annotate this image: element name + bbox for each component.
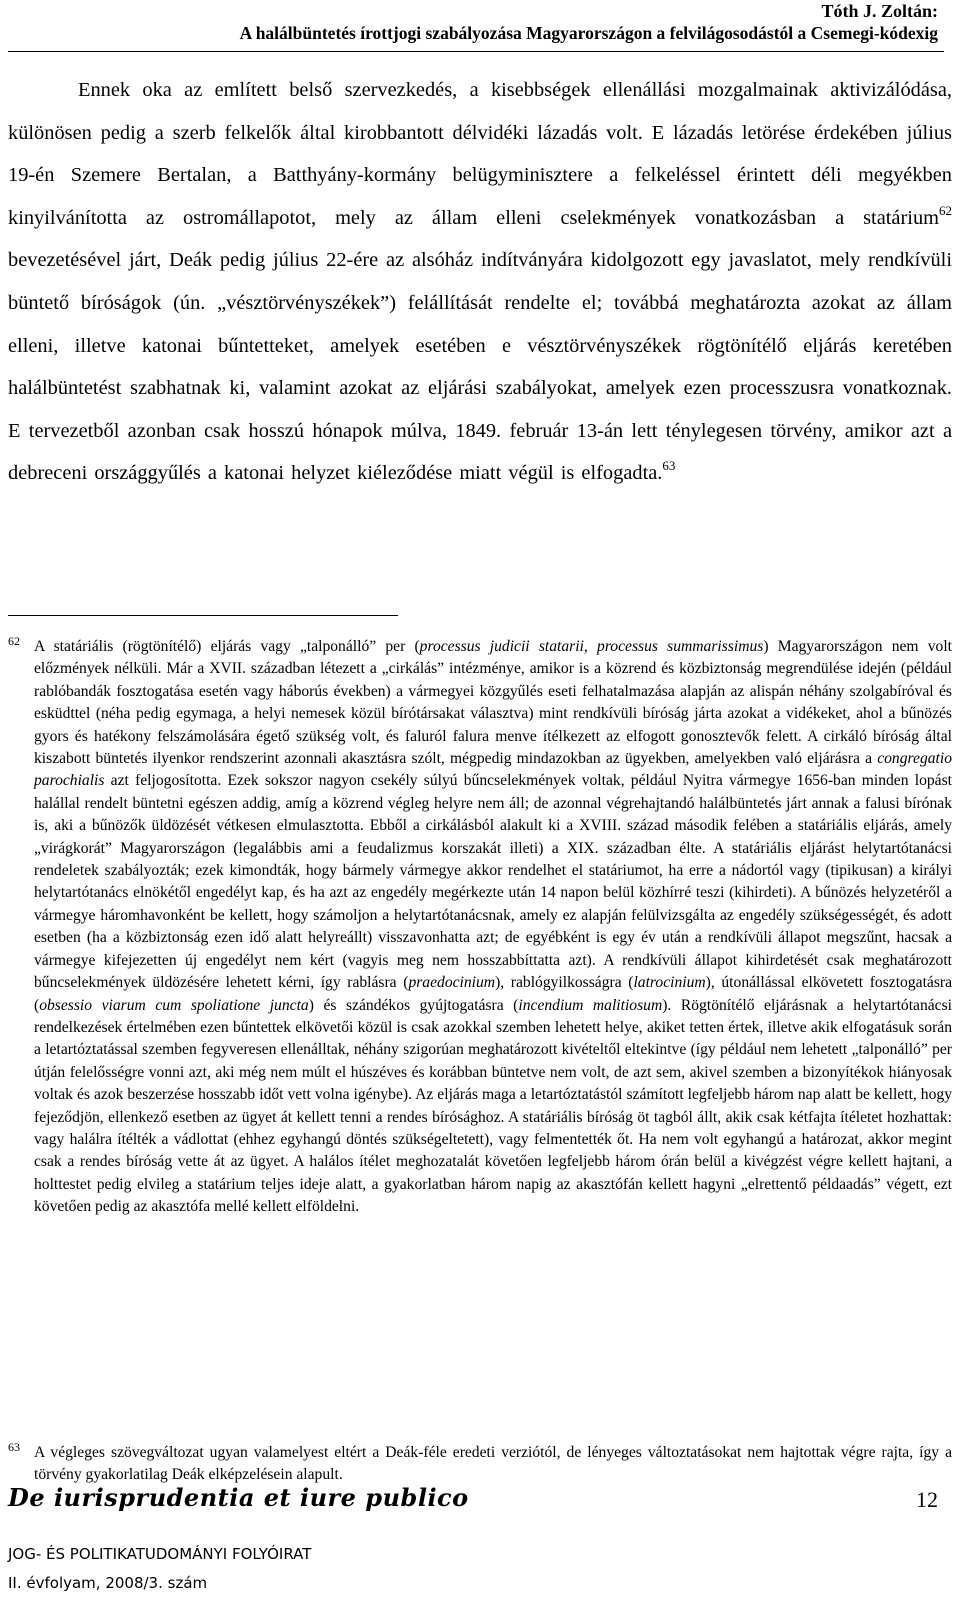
fn62-latin-term-2: processus summarissimus	[597, 638, 764, 655]
fn62-text-g: azt feljogosította. Ezek sokszor nagyon csekély súlyú bűncselekmények voltak, például Nyitra vármegye 1656-ban minden lopást halállal rendelt büntetni egészen addig, amíg a közrend végleg helyre nem áll; de azonnal végrehajtandó halálbüntetés járt annak a falusi bírónak is, aki a bűnözők üldözését vétkesen elmulasztotta. Ebből a cirkálásból alakult ki a XVIII. század második felében a statáriális eljárás, amely „virágkorát” Magyarországon (legalábbis ami a feudalizmus korszakát illeti) a XIX. században élte. A statáriális eljárást helytartótanácsi rendeletek szabályozták; ezek kimondták, hogy bármely vármegye akkor rendelhet el statáriumot, ha erre a nádortól vagy (tipikusan) a királyi helytartótanács elnökétől engedélyt kap, és ha azt az engedély megérkezte után 14 napon belül közhírré teszi (kihirdeti). A bűnözés helyzetéről a vármegye háromhavonként be kellett, hogy számoljon a helytartótanácsnak, amely ez alapján felülvizsgálta az engedély szükségességét, és adott esetben (ha a közbiztonság ezen idő alatt helyreállt) visszavonhatta azt; de egyébként is egy év után a rendkívüli állapot megszűnt, hacsak a vármegye kifejezetten új engedélyt nem kért (vagyis meg nem hosszabbíttatta azt). A rendkívüli állapot kihirdetését csak meghatározott bűncselekmények üldözésére lehetett kérni, így rablásra (	[34, 772, 952, 992]
fn62-text-k: ), útonállással elkövetett fosztogatásra (	[34, 974, 953, 1014]
fn62-latin-term-4: praedocinium	[408, 974, 496, 992]
fn62-text-c: ,	[583, 638, 598, 655]
header-title: A halálbüntetés írottjogi szabályozása Magyarországon a felvilágosodástól a Csemegi-kódexig	[239, 23, 938, 43]
footnote-62-number: 62	[8, 634, 20, 648]
body-paragraph	[8, 69, 952, 495]
fn62-latin-term-1: processus judicii statarii	[419, 638, 584, 655]
fn62-latin-term-7: incendium malitiosum	[518, 996, 663, 1014]
footnote-rule	[8, 615, 398, 616]
body-text-part-2: bevezetésével járt, Deák pedig július 22-ére az alsóház indítványára kidolgozott egy javaslatot, mely rendkívüli büntető bíróságok (ún. „vésztörvényszékek”) felállítását rendelte el; továbbá meghatározta azokat az állam elleni, illetve katonai bűntetteket, amelyek esetében e vésztörvényszékek rögtönítélő eljárás keretében halálbüntetést szabhatnak ki, valamint azokat az eljárási szabályokat, amelyek ezen processzusra vonatkoznak. E tervezetből azonban csak hosszú hónapok múlva, 1849. február 13-án lett ténylegesen törvény, amikor azt a debreceni országgyűlés a katonai helyzet kiéleződése miatt végül is elfogadta.	[8, 249, 952, 485]
journal-name: JOG- ÉS POLITIKATUDOMÁNYI FOLYÓIRAT	[8, 1545, 312, 1563]
fn62-text-a: A statáriális (rögtönítélő) eljárás vagy „talponálló” per (	[34, 638, 420, 655]
footnote-62-text	[34, 636, 952, 1219]
page-number: 12	[916, 1487, 938, 1512]
running-header	[8, 0, 938, 44]
fn62-latin-term-3: congregatio parochialis	[34, 750, 952, 790]
fn62-text-e: ) Magyarországon nem volt előzmények nélküli. Már a XVII. században létezett a „cirkálás” intézménye, amikor is a közrend és közbiztonság megrendülése idején (például rablóbandák fosztogatása esetén vagy háborús években) a vármegyei közgyűlés eseti felhatalmazása alapján az alispán néhány szolgabíróval és esküdttel (néha pedig egymaga, a helyi nemesek közül bírótársakat választva) mint rendkívüli bíróság járta azokat a vidékeket, ahol a bűnözés gyors és hatékony felszámolására égető szükség volt, és faluról falura menve ítélkezett az elfogott gonosztevők felett. A cirkáló bíróság által kiszabott büntetés ilyenkor rendszerint azonnali akasztásra szólt, mégpedig mindazokban az ügyekben, amelyekben való eljárásra a	[34, 638, 953, 768]
fn62-latin-term-6: obsessio viarum cum spoliatione juncta	[39, 996, 309, 1014]
footnote-ref-63[interactable]: 63	[662, 458, 676, 474]
fn62-text-m: ) és szándékos gyújtogatásra (	[308, 996, 519, 1014]
footnote-63	[8, 1442, 952, 1487]
fn62-latin-term-5: latrocinium	[633, 974, 706, 992]
journal-issue: II. évfolyam, 2008/3. szám	[8, 1574, 208, 1592]
footnote-62	[8, 636, 952, 1219]
footnote-63-number: 63	[8, 1440, 20, 1454]
fn62-text-i: ), rablógyilkosságra (	[495, 974, 634, 992]
body-text-part-1: Ennek oka az említett belső szervezkedés, a kisebbségek ellenállási mozgalmainak aktivizálódása, különösen pedig a szerb felkelők által kirobbantott délvidéki lázadás volt. E lázadás letörése érdekében július 19-én Szemere Bertalan, a Batthyány-kormány belügyminisztere a felkeléssel érintett déli megyékben kinyilvánította az ostromállapotot, mely az állam elleni cselekmények vonatkozásban a statárium	[8, 79, 952, 229]
fn62-text-o: ). Rögtönítélő eljárásnak a helytartótanácsi rendelkezések értelmében ezen bűntettek elkövetői közül is csak azokkal szemben lehetett helye, akiket tetten értek, illetve akik elfogatásuk során a letartóztatással szemben fegyveresen ellenálltak, néhány szigorúan meghatározott kivételtől eltekintve (így például nem lehetett „talponálló” per útján felelősségre vonni azt, aki még nem múlt el húszéves és korábban büntetve nem volt, de azt sem, akivel szemben a bizonyítékok hiányosak voltak és azok beszerzése hosszabb időt vett volna igénybe). Az eljárás maga a letartóztatástól számított legfeljebb három nap alatt be kellett, hogy fejeződjön, ellenkező esetben az ügyet át kellett tenni a rendes bírósághoz. A statáriális bíróság öt tagból állt, akik csak kétfajta ítéletet hozhattak: vagy halálra ítélték a vádlottat (ehhez egyhangú döntés szükségeltetett), vagy felmentették őt. Ha nem volt egyhangú a határozat, akkor megint csak a rendes bíróság vette át az ügyet. A halálos ítélet meghozatalát követően legfeljebb három órán belül a kivégzést végre kellett hajtani, a holttestet pedig elvileg a statárium teljes ideje alatt, a gyakorlatban három napig az akasztófán kellett hagyni „elrettentő példaadás” végett, ezt követően pedig az akasztófa mellé kellett elföldelni.	[34, 996, 952, 1216]
header-rule	[8, 51, 944, 52]
footnote-ref-62[interactable]: 62	[939, 202, 952, 218]
footnote-63-text: A végleges szövegváltozat ugyan valamelyest eltért a Deák-féle eredeti verziótól, de lényeges változtatásokat nem hajtottak végre rajta, így a törvény gyakorlatilag Deák elképzelésein alapult.	[34, 1444, 952, 1484]
header-author: Tóth J. Zoltán:	[821, 1, 938, 21]
journal-logo: De iurisprudentia et iure publico	[8, 1483, 469, 1512]
